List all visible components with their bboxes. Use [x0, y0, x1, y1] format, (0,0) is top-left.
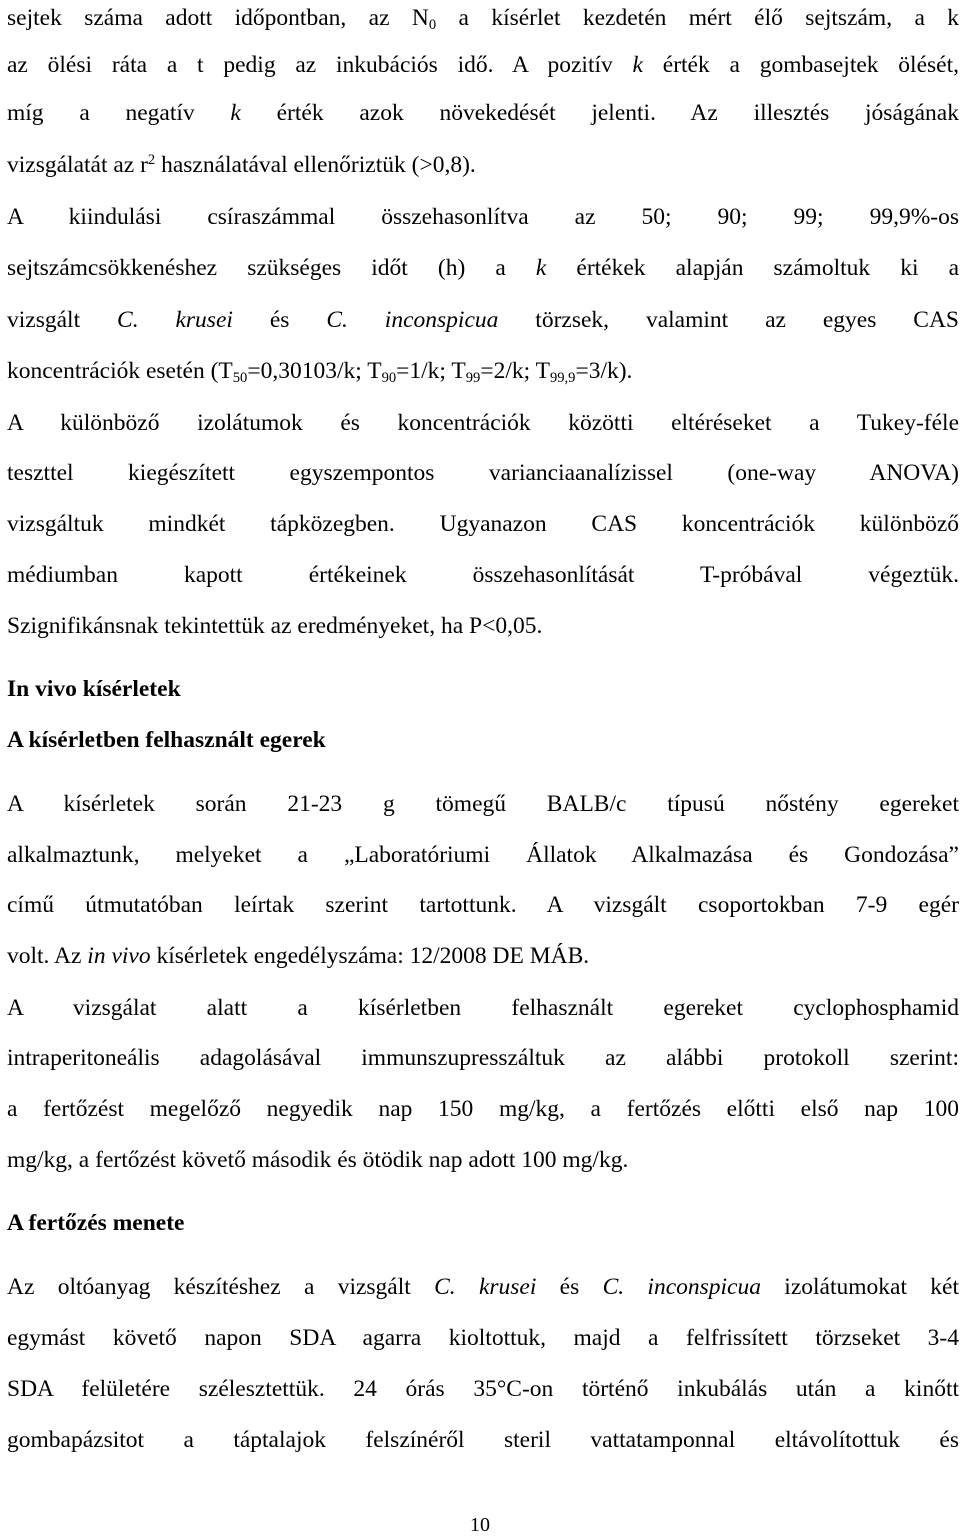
paragraph-1-line-2: az ölési ráta a t pedig az inkubációs idő. A pozitív k érték a gombasejtek ölését,	[7, 52, 960, 78]
paragraph-6-line-2: egymást követő napon SDA agarra kioltottuk, majd a felfrissített törzseket 3-4	[7, 1325, 959, 1351]
paragraph-4-line-4: volt. Az in vivo kísérletek engedélyszáma: 12/2008 DE MÁB.	[7, 943, 590, 969]
page-number: 10	[470, 1514, 490, 1536]
paragraph-1-line-4: vizsgálatát az $r^2$ használatával ellenőriztük (>0,8).	[7, 152, 476, 178]
paragraph-6-line-3: SDA felületére szélesztettük. 24 órás 35°C-on történő inkubálás után a kinőtt	[7, 1376, 959, 1402]
paragraph-6-line-1: Az oltóanyag készítéshez a vizsgált C. krusei és C. inconspicua izolátumokat két	[7, 1274, 959, 1300]
paragraph-2-line-1: A kiindulási csíraszámmal összehasonlítva az 50; 90; 99; 99,9%-os	[7, 204, 959, 230]
paragraph-2-line-4: koncentrációk esetén ($T_{50}=0,30103/k$; $T_{90}=1/k$; $T_{99}=2/k$; $T_{99,9}=3/k$).	[7, 358, 633, 387]
heading-infection: A fertőzés menete	[7, 1210, 185, 1236]
heading-in-vivo: In vivo kísérletek	[7, 676, 181, 702]
paragraph-3-line-4: médiumban kapott értékeinek összehasonlítását T-próbával végeztük.	[7, 562, 959, 588]
paragraph-3-line-2: teszttel kiegészített egyszempontos varianciaanalízissel (one-way ANOVA)	[7, 460, 959, 486]
paragraph-1-line-1: sejtek száma adott időpontban, az $N_0$ a kísérlet kezdetén mért élő sejtszám, a k	[7, 5, 959, 34]
paragraph-4-line-3: című útmutatóban leírtak szerint tartottunk. A vizsgált csoportokban 7-9 egér	[7, 892, 959, 918]
paragraph-1-line-3: míg a negatív k érték azok növekedését jelenti. Az illesztés jóságának	[7, 100, 959, 126]
paragraph-3-line-1: A különböző izolátumok és koncentrációk közötti eltéréseket a Tukey-féle	[7, 410, 959, 436]
paragraph-4-line-2: alkalmaztunk, melyeket a „Laboratóriumi Állatok Alkalmazása és Gondozása”	[7, 842, 959, 868]
paragraph-2-line-2: sejtszámcsökkenéshez szükséges időt (h) a k értékek alapján számoltuk ki a	[7, 255, 959, 281]
paragraph-4-line-1: A kísérletek során 21-23 g tömegű BALB/c típusú nőstény egereket	[7, 791, 959, 817]
paragraph-3-line-5: Szignifikánsnak tekintettük az eredményeket, ha P<0,05.	[7, 613, 543, 639]
paragraph-5-line-2: intraperitoneális adagolásával immunszupresszáltuk az alábbi protokoll szerint:	[7, 1045, 959, 1071]
paragraph-5-line-4: mg/kg, a fertőzést követő második és ötödik nap adott 100 mg/kg.	[7, 1147, 629, 1173]
paragraph-2-line-3: vizsgált C. krusei és C. inconspicua törzsek, valamint az egyes CAS	[7, 307, 960, 333]
paragraph-6-line-4: gombapázsitot a táptalajok felszínéről steril vattatamponnal eltávolítottuk és	[7, 1427, 959, 1453]
paragraph-5-line-3: a fertőzést megelőző negyedik nap 150 mg/kg, a fertőzés előtti első nap 100	[7, 1096, 959, 1122]
paragraph-5-line-1: A vizsgálat alatt a kísérletben felhasznált egereket cyclophosphamid	[7, 995, 959, 1021]
heading-mice: A kísérletben felhasznált egerek	[7, 727, 326, 753]
paragraph-3-line-3: vizsgáltuk mindkét tápközegben. Ugyanazon CAS koncentrációk különböző	[7, 511, 959, 537]
